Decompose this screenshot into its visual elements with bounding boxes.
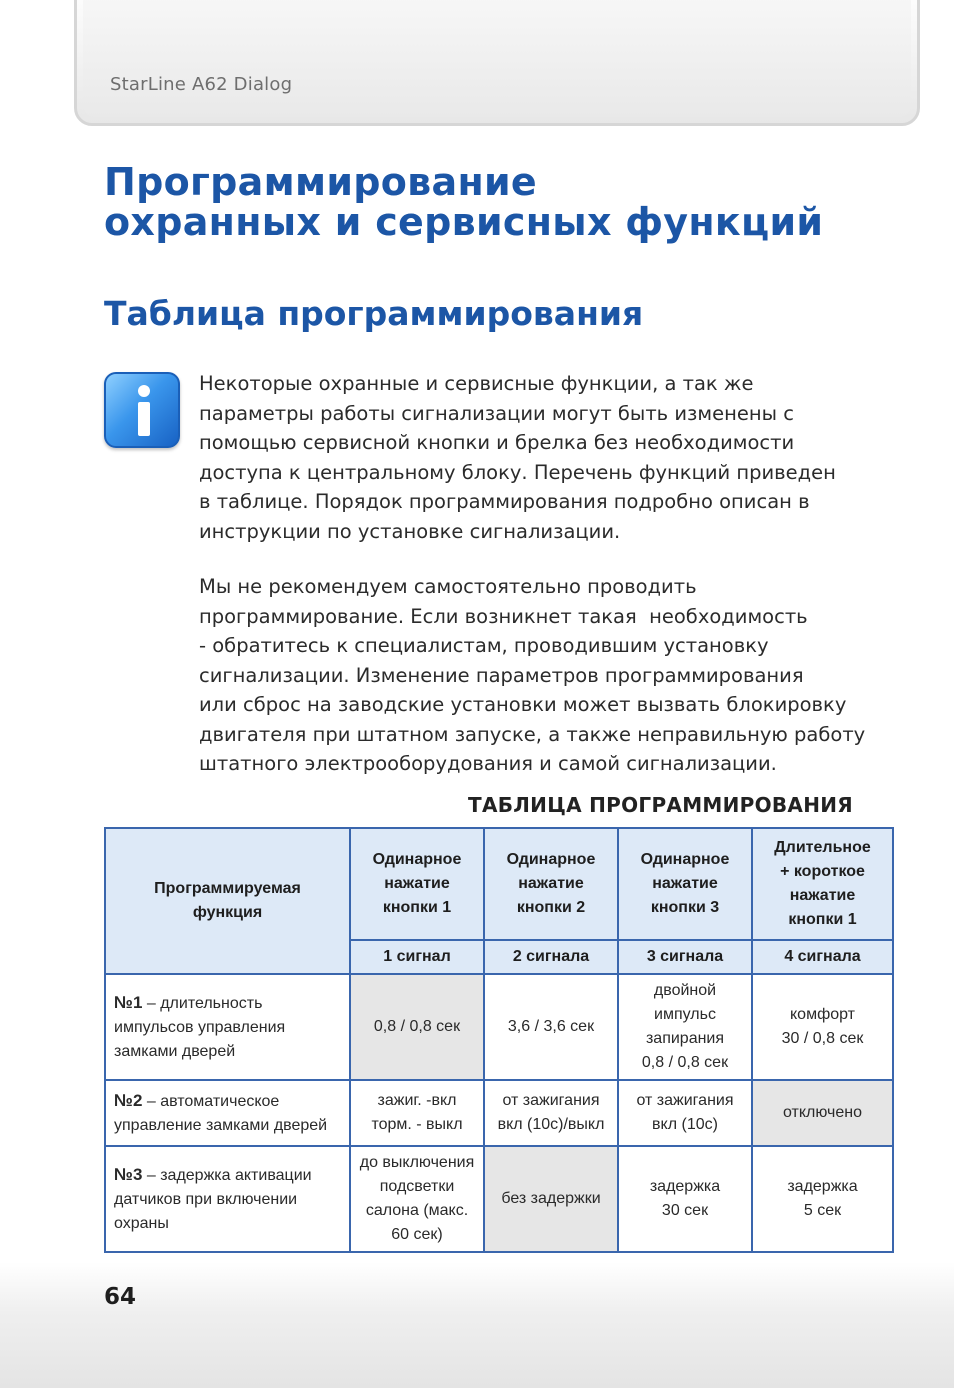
value-cell: отключено <box>752 1080 893 1146</box>
para1-line: доступа к центральному блоку. Перечень функций приведен <box>199 460 836 484</box>
table-row <box>105 1080 893 1146</box>
value-cell: 0,8 / 0,8 сек <box>350 974 484 1080</box>
column-header-button-3: Одинарное нажатие кнопки 3 <box>618 828 752 940</box>
function-cell: №1 – длительность импульсов управления замками дверей <box>105 974 350 1080</box>
para1-line: помощью сервисной кнопки и брелка без необходимости <box>199 431 795 454</box>
para2-line: программирование. Если возникнет такая необходимость <box>199 604 808 628</box>
brand-label: StarLine A62 Dialog <box>110 74 293 95</box>
para1-line: Некоторые охранные и сервисные функции, а так же <box>199 372 754 395</box>
para1-line: в таблице. Порядок программирования подробно описан в <box>199 490 810 513</box>
function-cell: №2 – автоматическое управление замками дверей <box>105 1080 350 1146</box>
footer-band <box>0 1262 954 1388</box>
info-paragraph <box>199 369 899 546</box>
para1-line: параметры работы сигнализации могут быть изменены с <box>199 401 794 425</box>
value-cell: двойной импульс запирания 0,8 / 0,8 сек <box>618 974 752 1080</box>
signal-count-2: 2 сигнала <box>484 940 618 974</box>
section-title: Таблица программирования <box>104 294 644 333</box>
programming-table <box>104 827 894 1253</box>
page-title <box>104 162 904 242</box>
value-cell: задержка 5 сек <box>752 1146 893 1252</box>
value-cell: до выключения подсветки салона (макс. 60 сек) <box>350 1146 484 1252</box>
para1-line: инструкции по установке сигнализации. <box>199 519 621 543</box>
column-header-button-2: Одинарное нажатие кнопки 2 <box>484 828 618 940</box>
column-header-button-1: Одинарное нажатие кнопки 1 <box>350 828 484 940</box>
value-cell: задержка 30 сек <box>618 1146 752 1252</box>
page-title-line-2: охранных и сервисных функций <box>104 200 824 244</box>
value-cell: комфорт 30 / 0,8 сек <box>752 974 893 1080</box>
page-title-line-1: Программирование <box>104 160 538 204</box>
signal-count-1: 1 сигнал <box>350 940 484 974</box>
signal-count-3: 3 сигнала <box>618 940 752 974</box>
function-header: Программируемая функция <box>105 828 350 974</box>
signal-count-4: 4 сигнала <box>752 940 893 974</box>
value-cell: 3,6 / 3,6 сек <box>484 974 618 1080</box>
page-number: 64 <box>104 1284 137 1310</box>
para2-line: сигнализации. Изменение параметров программирования <box>199 663 804 687</box>
para2-line: или сброс на заводские установки может вызвать блокировку <box>199 693 847 716</box>
value-cell: от зажигания вкл (10с) <box>618 1080 752 1146</box>
column-header-long-press: Длительное + короткое нажатие кнопки 1 <box>752 828 893 940</box>
function-cell: №3 – задержка активации датчиков при включении охраны <box>105 1146 350 1252</box>
warning-paragraph <box>199 572 899 779</box>
value-cell: зажиг. -вкл торм. - выкл <box>350 1080 484 1146</box>
table-caption: ТАБЛИЦА ПРОГРАММИРОВАНИЯ <box>468 793 853 817</box>
para2-line: двигателя при штатном запуске, а также неправильную работу <box>199 722 866 746</box>
para2-line: Мы не рекомендуем самостоятельно проводить <box>199 575 697 598</box>
header-band <box>74 0 920 126</box>
value-cell: от зажигания вкл (10с)/выкл <box>484 1080 618 1146</box>
para2-line: штатного электрооборудования и самой сигнализации. <box>199 752 777 775</box>
value-cell: без задержки <box>484 1146 618 1252</box>
table-row <box>105 974 893 1080</box>
info-icon <box>104 372 180 448</box>
para2-line: - обратитесь к специалистам, проводившим установку <box>199 634 769 657</box>
table-row <box>105 1146 893 1252</box>
